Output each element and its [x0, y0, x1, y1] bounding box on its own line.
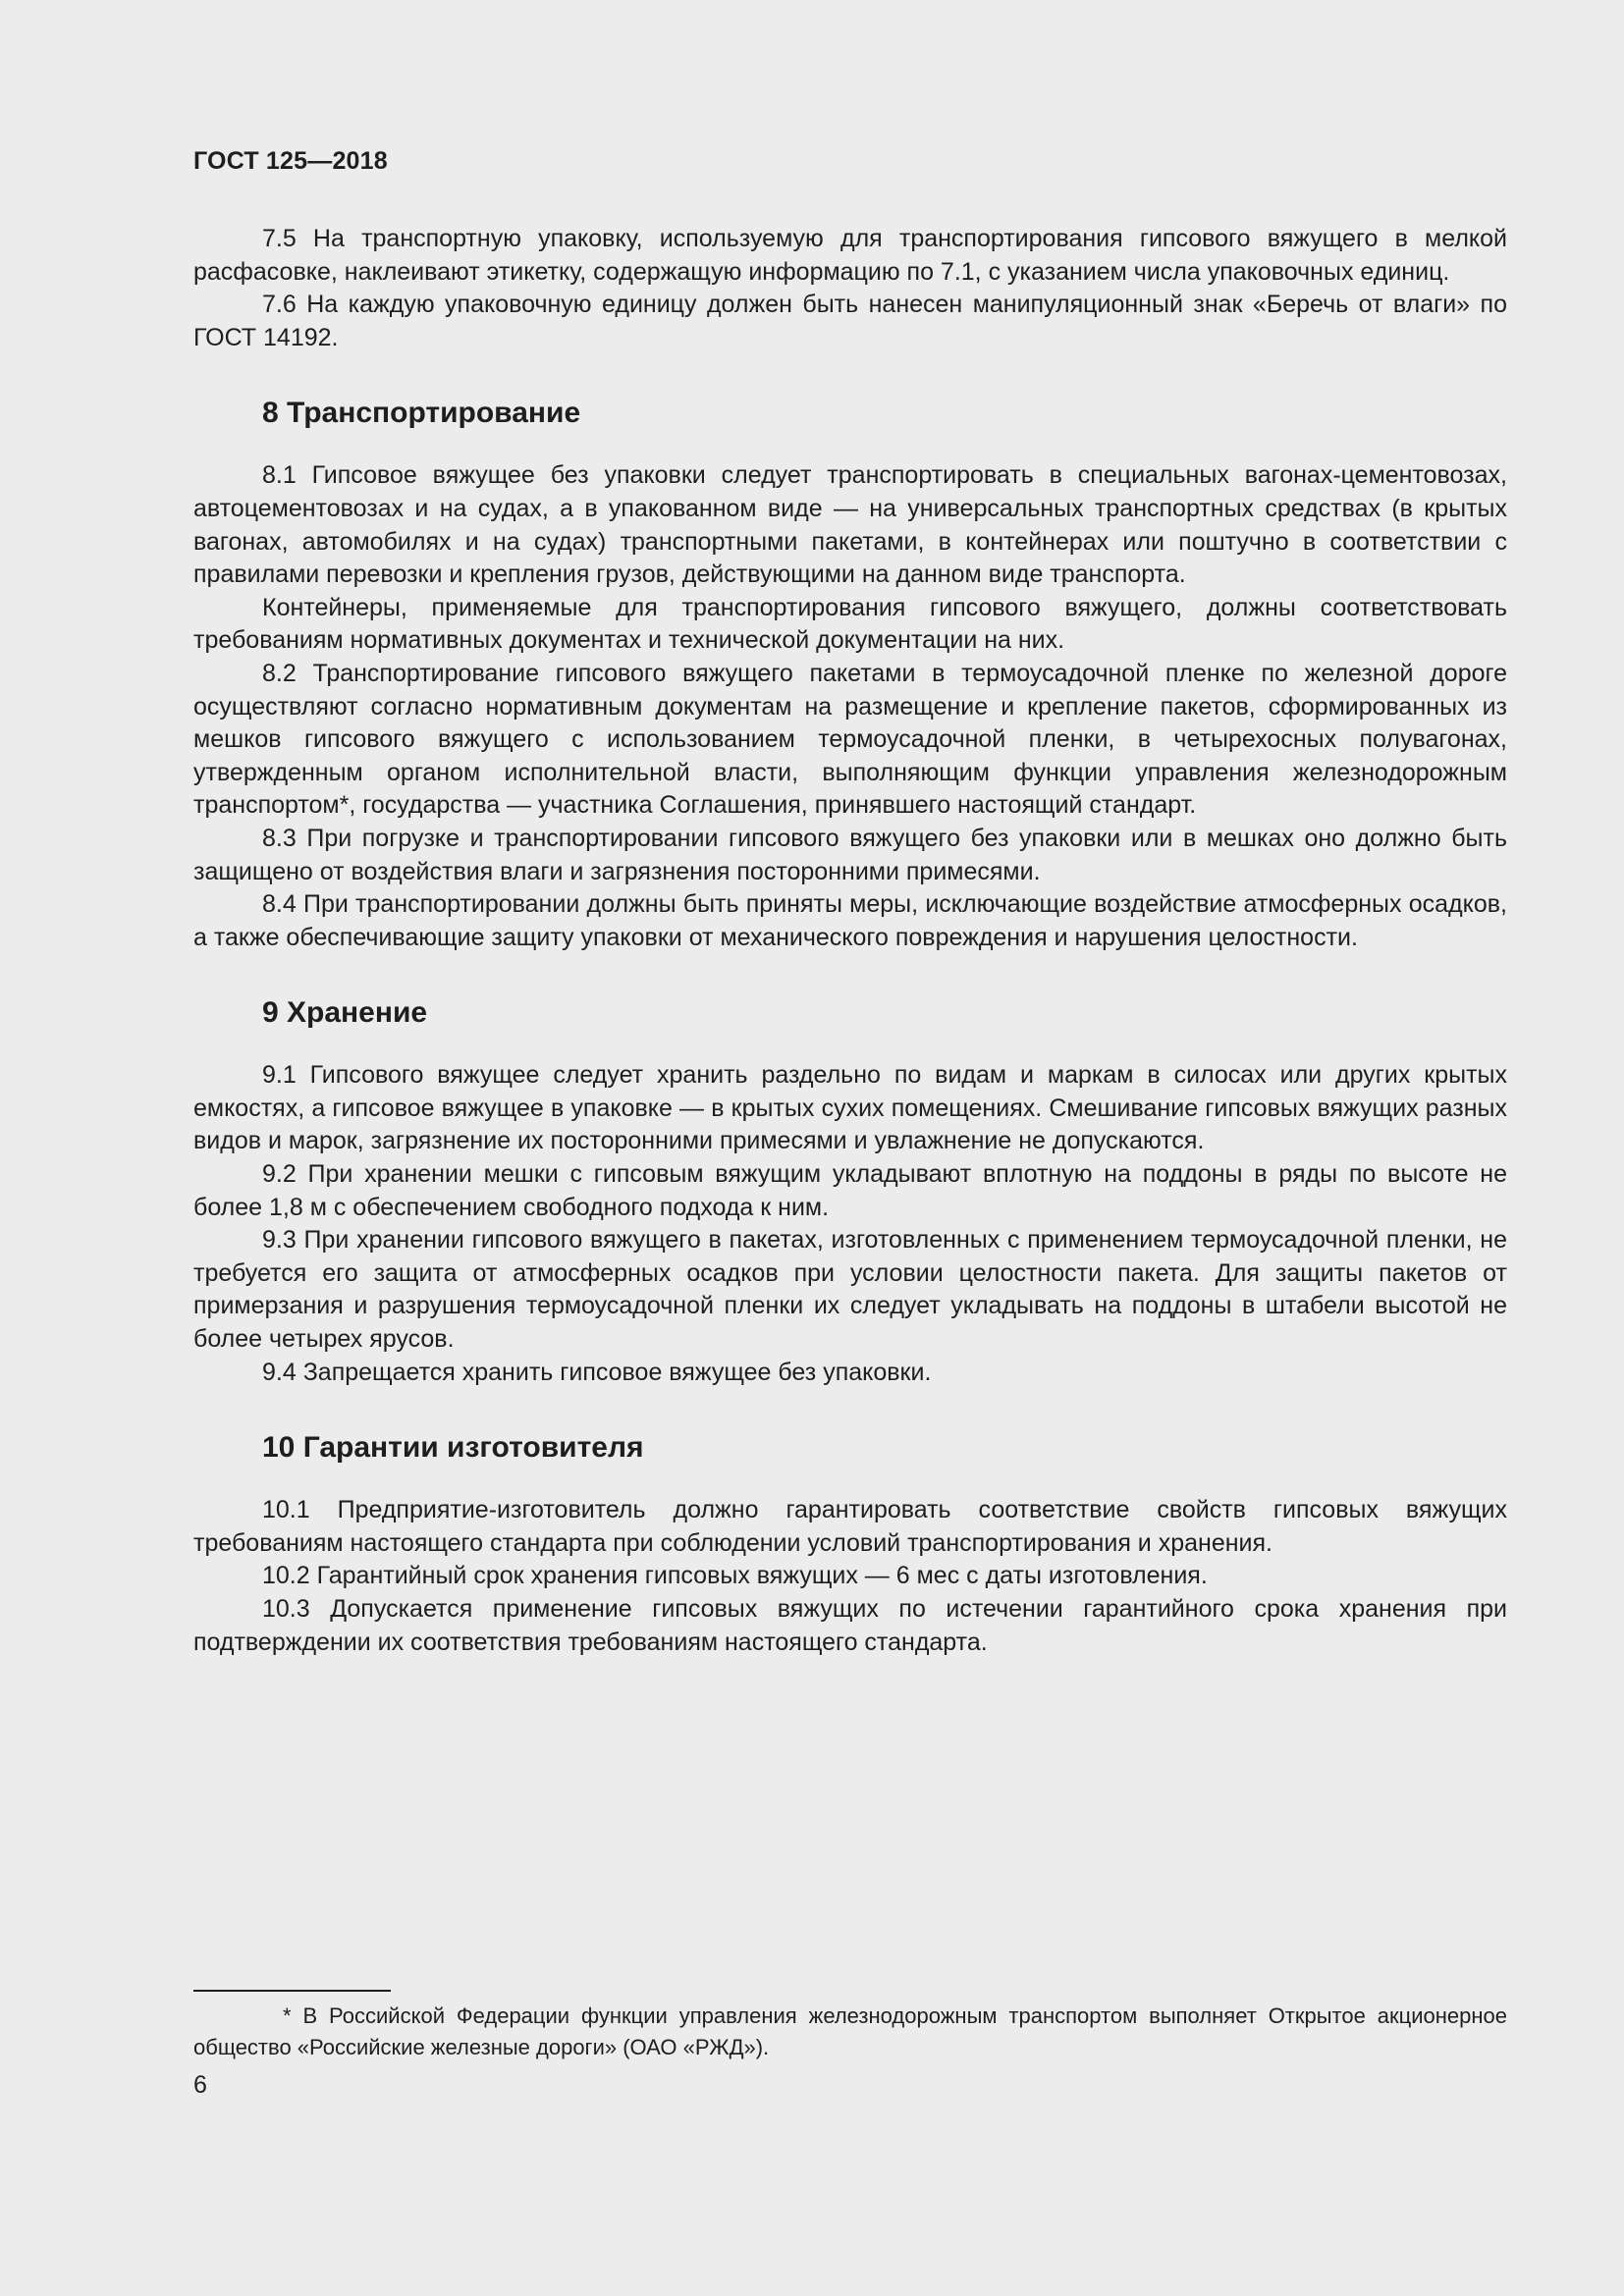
clause-7-6: 7.6 На каждую упаковочную единицу должен быть нанесен манипуляционный знак «Беречь от влаги» по ГОСТ 14192.: [193, 291, 1507, 351]
clause-8-1: 8.1 Гипсовое вяжущее без упаковки следует транспортировать в специальных вагонах-цементовозах, автоцементовозах и на судах, а в упакованном виде — на универсальных транспортных средствах (в крытых вагонах, автомобилях и на судах) транспортными пакетами, в контейнерах или поштучно в соответствии с правилами перевозки и крепления грузов, действующими на данном виде транспорта.: [193, 461, 1507, 589]
footnote: [193, 2001, 1507, 2063]
clause-9-3: 9.3 При хранении гипсового вяжущего в пакетах, изготовленных с применением термоусадочной пленки, не требуется его защита от атмосферных осадков при условии целостности пакета. Для защиты пакетов от примерзания и разрушения термоусадочной пленки их следует укладывать на поддоны в штабели высотой не более четырех ярусов.: [193, 1226, 1507, 1354]
clause-9-2: 9.2 При хранении мешки с гипсовым вяжущим укладывают вплотную на поддоны в ряды по высоте не более 1,8 м с обеспечением свободного подхода к ним.: [193, 1160, 1507, 1221]
clause-8-2: 8.2 Транспортирование гипсового вяжущего пакетами в термоусадочной пленке по железной дороге осуществляют согласно нормативным документам на размещение и крепление пакетов, сформированных из мешков гипсового вяжущего с использованием термоусадочной пленки, в четырехосных полувагонах, утвержденным органом исполнительной власти, выполняющим функции управления железнодорожным транспортом*, государства — участника Соглашения, принявшего настоящий стандарт.: [193, 659, 1507, 820]
section-heading-8: 8 Транспортирование: [262, 397, 581, 430]
clause-8-4: 8.4 При транспортировании должны быть приняты меры, исключающие воздействие атмосферных осадков, а также обеспечивающие защиту упаковки от механического повреждения и нарушения целостности.: [193, 890, 1507, 951]
clause-10-3: 10.3 Допускается применение гипсовых вяжущих по истечении гарантийного срока хранения при подтверждении их соответствия требованиям настоящего стандарта.: [193, 1595, 1507, 1656]
document-body: [193, 223, 1507, 1659]
clause-7-5: 7.5 На транспортную упаковку, используемую для транспортирования гипсового вяжущего в мелкой расфасовке, наклеивают этикетку, содержащую информацию по 7.1, с указанием числа упаковочных единиц.: [193, 225, 1507, 286]
clause-8-1-containers: Контейнеры, применяемые для транспортирования гипсового вяжущего, должны соответствовать требованиям нормативных документах и технической документации на них.: [193, 593, 1507, 655]
clause-10-2: 10.2 Гарантийный срок хранения гипсовых вяжущих — 6 мес с даты изготовления.: [262, 1562, 1208, 1590]
page-number: 6: [193, 2071, 207, 2099]
clause-9-4: 9.4 Запрещается хранить гипсовое вяжущее без упаковки.: [262, 1358, 932, 1386]
clause-10-1: 10.1 Предприятие-изготовитель должно гарантировать соответствие свойств гипсовых вяжущих требованиям настоящего стандарта при соблюдении условий транспортирования и хранения.: [193, 1496, 1507, 1557]
clause-8-3: 8.3 При погрузке и транспортировании гипсового вяжущего без упаковки или в мешках оно должно быть защищено от воздействия влаги и загрязнения посторонними примесями.: [193, 824, 1507, 885]
footnote-text: * В Российской Федерации функции управления железнодорожным транспортом выполняет Открытое акционерное общество «Российские железные дороги» (ОАО «РЖД»).: [193, 2003, 1507, 2059]
document-code: ГОСТ 125—2018: [193, 147, 388, 175]
clause-9-1: 9.1 Гипсового вяжущее следует хранить раздельно по видам и маркам в силосах или других крытых емкостях, а гипсовое вяжущее в упаковке — в крытых сухих помещениях. Смешивание гипсовых вяжущих разных видов и марок, загрязнение их посторонними примесями и увлажнение не допускаются.: [193, 1061, 1507, 1155]
section-heading-10: 10 Гарантии изготовителя: [262, 1431, 644, 1465]
section-heading-9: 9 Хранение: [262, 996, 428, 1030]
footnote-divider: [193, 1990, 391, 1992]
